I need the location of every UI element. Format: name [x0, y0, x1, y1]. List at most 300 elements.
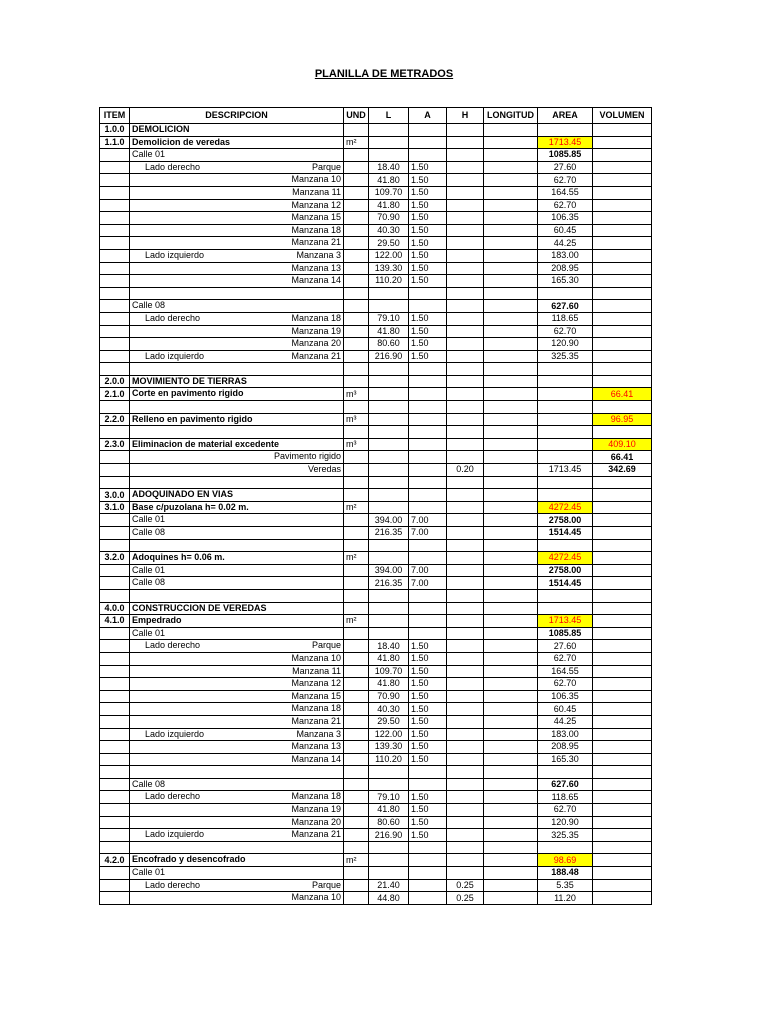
longitud-cell: [484, 451, 538, 464]
area-cell: [538, 438, 593, 451]
a-cell: 1.50: [409, 161, 447, 174]
longitud-cell: [484, 627, 538, 640]
location-text: Manzana 10: [291, 174, 341, 185]
col-h: H: [447, 108, 484, 124]
description-text: Calle 08: [132, 577, 166, 588]
l-cell: 394.00: [369, 514, 409, 527]
longitud-cell: [484, 401, 538, 414]
und-cell: [344, 829, 369, 842]
volumen-cell: [593, 577, 652, 590]
description-cell: [130, 640, 344, 653]
h-cell: [447, 287, 484, 300]
description-text: Relleno en pavimento rigido: [132, 413, 253, 424]
l-cell: 41.80: [369, 199, 409, 212]
table-row: [100, 514, 652, 527]
l-cell: 80.60: [369, 816, 409, 829]
item-cell: [100, 174, 130, 187]
l-cell: [369, 287, 409, 300]
table-body: [100, 124, 652, 905]
description-cell: [130, 199, 344, 212]
table-row: [100, 388, 652, 401]
und-cell: [344, 867, 369, 880]
h-cell: [447, 791, 484, 804]
a-cell: 1.50: [409, 829, 447, 842]
location-text: Manzana 18: [291, 703, 341, 714]
area-cell: [538, 539, 593, 552]
l-cell: 216.35: [369, 577, 409, 590]
h-cell: [447, 715, 484, 728]
l-cell: 70.90: [369, 690, 409, 703]
area-cell: 62.70: [538, 804, 593, 817]
a-cell: [409, 476, 447, 489]
a-cell: [409, 300, 447, 313]
table-row: [100, 841, 652, 854]
a-cell: [409, 136, 447, 149]
item-cell: [100, 816, 130, 829]
item-cell: [100, 464, 130, 477]
area-cell: [538, 766, 593, 779]
h-cell: [447, 640, 484, 653]
area-cell: 106.35: [538, 212, 593, 225]
item-cell: [100, 476, 130, 489]
location-text: Manzana 20: [291, 338, 341, 349]
table-row: [100, 426, 652, 439]
longitud-cell: [484, 186, 538, 199]
item-cell: [100, 249, 130, 262]
description-cell: [130, 186, 344, 199]
l-cell: 29.50: [369, 715, 409, 728]
table-row: [100, 665, 652, 678]
description-cell: [130, 678, 344, 691]
a-cell: 1.50: [409, 703, 447, 716]
h-cell: [447, 841, 484, 854]
und-cell: [344, 778, 369, 791]
description-text: Lado izquierdo: [145, 249, 205, 260]
description-text: Calle 01: [132, 867, 166, 878]
a-cell: [409, 841, 447, 854]
location-text: Manzana 19: [291, 804, 341, 815]
volumen-cell: [593, 615, 652, 628]
h-cell: [447, 174, 484, 187]
area-cell: 4272.45: [538, 501, 593, 514]
h-cell: [447, 778, 484, 791]
volumen-cell: 96.95: [593, 413, 652, 426]
h-cell: [447, 275, 484, 288]
longitud-cell: [484, 438, 538, 451]
volumen-cell: [593, 149, 652, 162]
table-row: [100, 338, 652, 351]
l-cell: [369, 841, 409, 854]
area-cell: 118.65: [538, 312, 593, 325]
item-cell: [100, 161, 130, 174]
a-cell: 1.50: [409, 249, 447, 262]
volumen-cell: [593, 715, 652, 728]
item-cell: [100, 224, 130, 237]
h-cell: [447, 186, 484, 199]
longitud-cell: [484, 829, 538, 842]
und-cell: [344, 577, 369, 590]
location-text: Manzana 10: [291, 892, 341, 903]
item-cell: [100, 690, 130, 703]
longitud-cell: [484, 879, 538, 892]
l-cell: 29.50: [369, 237, 409, 250]
a-cell: 1.50: [409, 652, 447, 665]
h-cell: [447, 552, 484, 565]
table-row: [100, 161, 652, 174]
description-cell: [130, 753, 344, 766]
description-text: Lado derecho: [145, 879, 201, 890]
table-row: [100, 690, 652, 703]
und-cell: [344, 124, 369, 137]
description-text: Base c/puzolana h= 0.02 m.: [132, 501, 249, 512]
volumen-cell: [593, 161, 652, 174]
und-cell: [344, 703, 369, 716]
description-cell: [130, 161, 344, 174]
und-cell: [344, 816, 369, 829]
a-cell: 1.50: [409, 728, 447, 741]
location-text: Manzana 11: [292, 186, 341, 197]
item-cell: [100, 753, 130, 766]
longitud-cell: [484, 249, 538, 262]
area-cell: [538, 426, 593, 439]
item-cell: [100, 640, 130, 653]
description-cell: [130, 816, 344, 829]
volumen-cell: [593, 552, 652, 565]
table-row: [100, 476, 652, 489]
description-text: Lado derecho: [145, 161, 201, 172]
item-cell: [100, 426, 130, 439]
h-cell: [447, 766, 484, 779]
volumen-cell: [593, 136, 652, 149]
location-text: Manzana 14: [291, 753, 341, 764]
table-row: [100, 892, 652, 905]
und-cell: [344, 589, 369, 602]
area-cell: 164.55: [538, 665, 593, 678]
description-cell: [130, 325, 344, 338]
longitud-cell: [484, 224, 538, 237]
und-cell: [344, 892, 369, 905]
und-cell: [344, 690, 369, 703]
l-cell: [369, 375, 409, 388]
l-cell: 216.90: [369, 350, 409, 363]
a-cell: [409, 438, 447, 451]
longitud-cell: [484, 564, 538, 577]
und-cell: [344, 753, 369, 766]
description-cell: [130, 652, 344, 665]
a-cell: [409, 287, 447, 300]
table-row: [100, 249, 652, 262]
table-row: [100, 539, 652, 552]
item-cell: [100, 741, 130, 754]
a-cell: [409, 552, 447, 565]
description-cell: [130, 401, 344, 414]
item-cell: [100, 665, 130, 678]
item-cell: [100, 867, 130, 880]
table-row: [100, 350, 652, 363]
a-cell: [409, 464, 447, 477]
volumen-cell: [593, 426, 652, 439]
longitud-cell: [484, 577, 538, 590]
a-cell: [409, 778, 447, 791]
description-cell: [130, 577, 344, 590]
description-cell: [130, 841, 344, 854]
description-cell: [130, 867, 344, 880]
table-row: [100, 375, 652, 388]
item-cell: 3.2.0: [100, 552, 130, 565]
l-cell: [369, 363, 409, 376]
volumen-cell: [593, 539, 652, 552]
description-cell: [130, 741, 344, 754]
header-row: [100, 108, 652, 124]
longitud-cell: [484, 312, 538, 325]
table-row: [100, 589, 652, 602]
h-cell: [447, 262, 484, 275]
description-cell: [130, 791, 344, 804]
area-cell: 188.48: [538, 867, 593, 880]
table-row: [100, 615, 652, 628]
item-cell: 3.1.0: [100, 501, 130, 514]
description-text: Calle 01: [132, 564, 166, 575]
a-cell: [409, 766, 447, 779]
l-cell: 18.40: [369, 640, 409, 653]
area-cell: 60.45: [538, 224, 593, 237]
volumen-cell: [593, 312, 652, 325]
a-cell: 1.50: [409, 665, 447, 678]
longitud-cell: [484, 589, 538, 602]
volumen-cell: [593, 804, 652, 817]
volumen-cell: [593, 665, 652, 678]
longitud-cell: [484, 413, 538, 426]
longitud-cell: [484, 728, 538, 741]
longitud-cell: [484, 514, 538, 527]
und-cell: [344, 627, 369, 640]
und-cell: [344, 602, 369, 615]
description-cell: [130, 690, 344, 703]
volumen-cell: [593, 363, 652, 376]
l-cell: 41.80: [369, 174, 409, 187]
table-row: [100, 237, 652, 250]
description-cell: [130, 715, 344, 728]
volumen-cell: [593, 841, 652, 854]
item-cell: [100, 791, 130, 804]
longitud-cell: [484, 640, 538, 653]
col-area: AREA: [538, 108, 593, 124]
h-cell: [447, 539, 484, 552]
location-text: Manzana 14: [291, 275, 341, 286]
h-cell: [447, 124, 484, 137]
und-cell: [344, 212, 369, 225]
a-cell: 7.00: [409, 514, 447, 527]
description-cell: [130, 212, 344, 225]
h-cell: [447, 652, 484, 665]
longitud-cell: [484, 678, 538, 691]
area-cell: 183.00: [538, 249, 593, 262]
l-cell: 79.10: [369, 791, 409, 804]
und-cell: [344, 363, 369, 376]
a-cell: 1.50: [409, 186, 447, 199]
l-cell: [369, 388, 409, 401]
l-cell: 79.10: [369, 312, 409, 325]
longitud-cell: [484, 338, 538, 351]
l-cell: 110.20: [369, 275, 409, 288]
description-cell: [130, 703, 344, 716]
a-cell: 7.00: [409, 577, 447, 590]
und-cell: m³: [344, 388, 369, 401]
area-cell: 627.60: [538, 300, 593, 313]
volumen-cell: [593, 489, 652, 502]
col-longitud: LONGITUD: [484, 108, 538, 124]
longitud-cell: [484, 199, 538, 212]
area-cell: 2758.00: [538, 564, 593, 577]
longitud-cell: [484, 375, 538, 388]
longitud-cell: [484, 766, 538, 779]
h-cell: [447, 249, 484, 262]
item-cell: [100, 338, 130, 351]
item-cell: [100, 451, 130, 464]
item-cell: [100, 804, 130, 817]
description-cell: [130, 602, 344, 615]
area-cell: 208.95: [538, 741, 593, 754]
a-cell: 1.50: [409, 312, 447, 325]
table-row: [100, 312, 652, 325]
und-cell: [344, 741, 369, 754]
volumen-cell: [593, 766, 652, 779]
h-cell: [447, 338, 484, 351]
item-cell: [100, 892, 130, 905]
h-cell: [447, 602, 484, 615]
table-row: [100, 186, 652, 199]
a-cell: [409, 363, 447, 376]
item-cell: 1.0.0: [100, 124, 130, 137]
item-cell: [100, 577, 130, 590]
volumen-cell: [593, 892, 652, 905]
area-cell: 62.70: [538, 652, 593, 665]
description-cell: [130, 665, 344, 678]
area-cell: [538, 451, 593, 464]
area-cell: [538, 388, 593, 401]
table-row: [100, 287, 652, 300]
col-volumen: VOLUMEN: [593, 108, 652, 124]
longitud-cell: [484, 262, 538, 275]
description-text: Eliminacion de material excedente: [132, 438, 280, 449]
h-cell: [447, 489, 484, 502]
volumen-cell: [593, 703, 652, 716]
l-cell: [369, 602, 409, 615]
und-cell: [344, 312, 369, 325]
longitud-cell: [484, 602, 538, 615]
volumen-cell: [593, 589, 652, 602]
area-cell: 62.70: [538, 678, 593, 691]
longitud-cell: [484, 841, 538, 854]
h-cell: [447, 413, 484, 426]
location-text: Manzana 15: [291, 212, 341, 223]
l-cell: [369, 854, 409, 867]
description-cell: [130, 615, 344, 628]
h-cell: [447, 212, 484, 225]
a-cell: [409, 501, 447, 514]
h-cell: [447, 741, 484, 754]
h-cell: [447, 375, 484, 388]
item-cell: [100, 363, 130, 376]
description-cell: [130, 174, 344, 187]
h-cell: [447, 690, 484, 703]
a-cell: 1.50: [409, 237, 447, 250]
longitud-cell: [484, 703, 538, 716]
table-row: [100, 577, 652, 590]
und-cell: [344, 199, 369, 212]
a-cell: 1.50: [409, 816, 447, 829]
area-cell: 165.30: [538, 275, 593, 288]
description-text: Lado izquierdo: [145, 350, 205, 361]
area-cell: 1085.85: [538, 149, 593, 162]
area-cell: 165.30: [538, 753, 593, 766]
h-cell: [447, 615, 484, 628]
longitud-cell: [484, 464, 538, 477]
l-cell: 40.30: [369, 703, 409, 716]
description-cell: [130, 854, 344, 867]
volumen-cell: [593, 476, 652, 489]
table-row: [100, 451, 652, 464]
a-cell: [409, 602, 447, 615]
h-cell: [447, 199, 484, 212]
longitud-cell: [484, 287, 538, 300]
l-cell: 122.00: [369, 249, 409, 262]
und-cell: [344, 879, 369, 892]
a-cell: [409, 489, 447, 502]
a-cell: 1.50: [409, 199, 447, 212]
description-text: Lado derecho: [145, 312, 201, 323]
volumen-cell: [593, 791, 652, 804]
item-cell: [100, 350, 130, 363]
a-cell: 1.50: [409, 741, 447, 754]
area-cell: 106.35: [538, 690, 593, 703]
und-cell: [344, 401, 369, 414]
item-cell: 1.1.0: [100, 136, 130, 149]
l-cell: [369, 589, 409, 602]
description-text: Calle 08: [132, 778, 166, 789]
longitud-cell: [484, 753, 538, 766]
a-cell: 1.50: [409, 753, 447, 766]
l-cell: 18.40: [369, 161, 409, 174]
h-cell: [447, 237, 484, 250]
description-cell: [130, 804, 344, 817]
l-cell: [369, 615, 409, 628]
h-cell: [447, 867, 484, 880]
table-row: [100, 527, 652, 540]
table-row: [100, 363, 652, 376]
location-text: Parque: [311, 640, 341, 651]
area-cell: 1514.45: [538, 527, 593, 540]
a-cell: [409, 413, 447, 426]
col-l: L: [369, 108, 409, 124]
h-cell: [447, 388, 484, 401]
area-cell: [538, 841, 593, 854]
und-cell: [344, 262, 369, 275]
area-cell: 62.70: [538, 199, 593, 212]
longitud-cell: [484, 300, 538, 313]
und-cell: [344, 728, 369, 741]
area-cell: 44.25: [538, 237, 593, 250]
area-cell: 120.90: [538, 338, 593, 351]
table-row: [100, 438, 652, 451]
h-cell: [447, 665, 484, 678]
item-cell: [100, 325, 130, 338]
h-cell: [447, 149, 484, 162]
table-row: [100, 489, 652, 502]
location-text: Manzana 13: [291, 741, 341, 752]
volumen-cell: 342.69: [593, 464, 652, 477]
description-cell: [130, 375, 344, 388]
